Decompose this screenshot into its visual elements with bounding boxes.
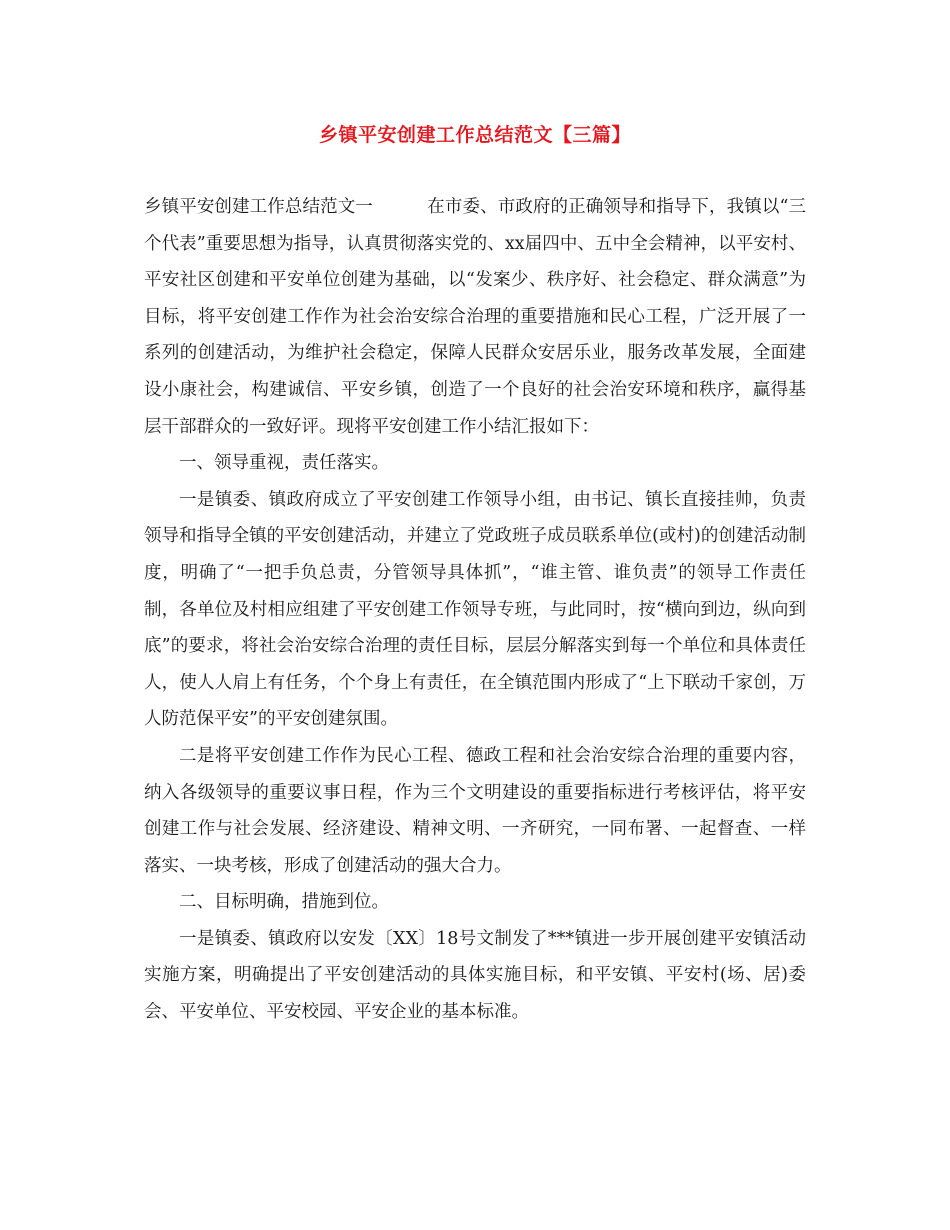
intro-heading: 乡镇平安创建工作总结范文一 xyxy=(144,197,373,217)
intro-paragraph xyxy=(144,189,806,445)
document-body xyxy=(144,189,806,1031)
body-paragraph-1: 一是镇委、镇政府成立了平安创建工作领导小组，由书记、镇长直接挂帅，负责领导和指导全镇的平安创建活动，并建立了党政班子成员联系单位(或村)的创建活动制度，明确了“一把手负总责，分管领导具体抓”，“谁主管、谁负责”的领导工作责任制，各单位及村相应组建了平安创建工作领导专班，与此同时，按“横向到边，纵向到底”的要求，将社会治安综合治理的责任目标，层层分解落实到每一个单位和具体责任人，使人人肩上有任务，个个身上有责任，在全镇范围内形成了“上下联动千家创，万人防范保平安”的平安创建氛围。 xyxy=(144,489,806,730)
intro-text: 在市委、市政府的正确领导和指导下，我镇以“三个代表”重要思想为指导，认真贯彻落实党的、xx届四中、五中全会精神，以平安村、平安社区创建和平安单位创建为基础，以“发案少、秩序好、社会稳定、群众满意”为目标，将平安创建工作作为社会治安综合治理的重要措施和民心工程，广泛开展了一系列的创建活动，为维护社会稳定，保障人民群众安居乐业，服务改革发展，全面建设小康社会，构建诚信、平安乡镇，创造了一个良好的社会治安环境和秩序，赢得基层干部群众的一致好评。现将平安创建工作小结汇报如下： xyxy=(144,197,807,437)
body-paragraph-2: 二是将平安创建工作作为民心工程、德政工程和社会治安综合治理的重要内容，纳入各级领导的重要议事日程，作为三个文明建设的重要指标进行考核评估，将平安创建工作与社会发展、经济建设、精神文明、一齐研究，一同布署、一起督查、一样落实、一块考核，形成了创建活动的强大合力。 xyxy=(144,745,806,876)
document-title: 乡镇平安创建工作总结范文【三篇】 xyxy=(318,124,631,146)
body-paragraph-3: 一是镇委、镇政府以安发〔XX〕18号文制发了***镇进一步开展创建平安镇活动实施方案，明确提出了平安创建活动的具体实施目标，和平安镇、平安村(场、居)委会、平安单位、平安校园、平安企业的基本标准。 xyxy=(144,928,806,1023)
section-heading-1: 一、领导重视，责任落实。 xyxy=(179,453,389,474)
section-heading-2: 二、目标明确，措施到位。 xyxy=(179,892,389,913)
